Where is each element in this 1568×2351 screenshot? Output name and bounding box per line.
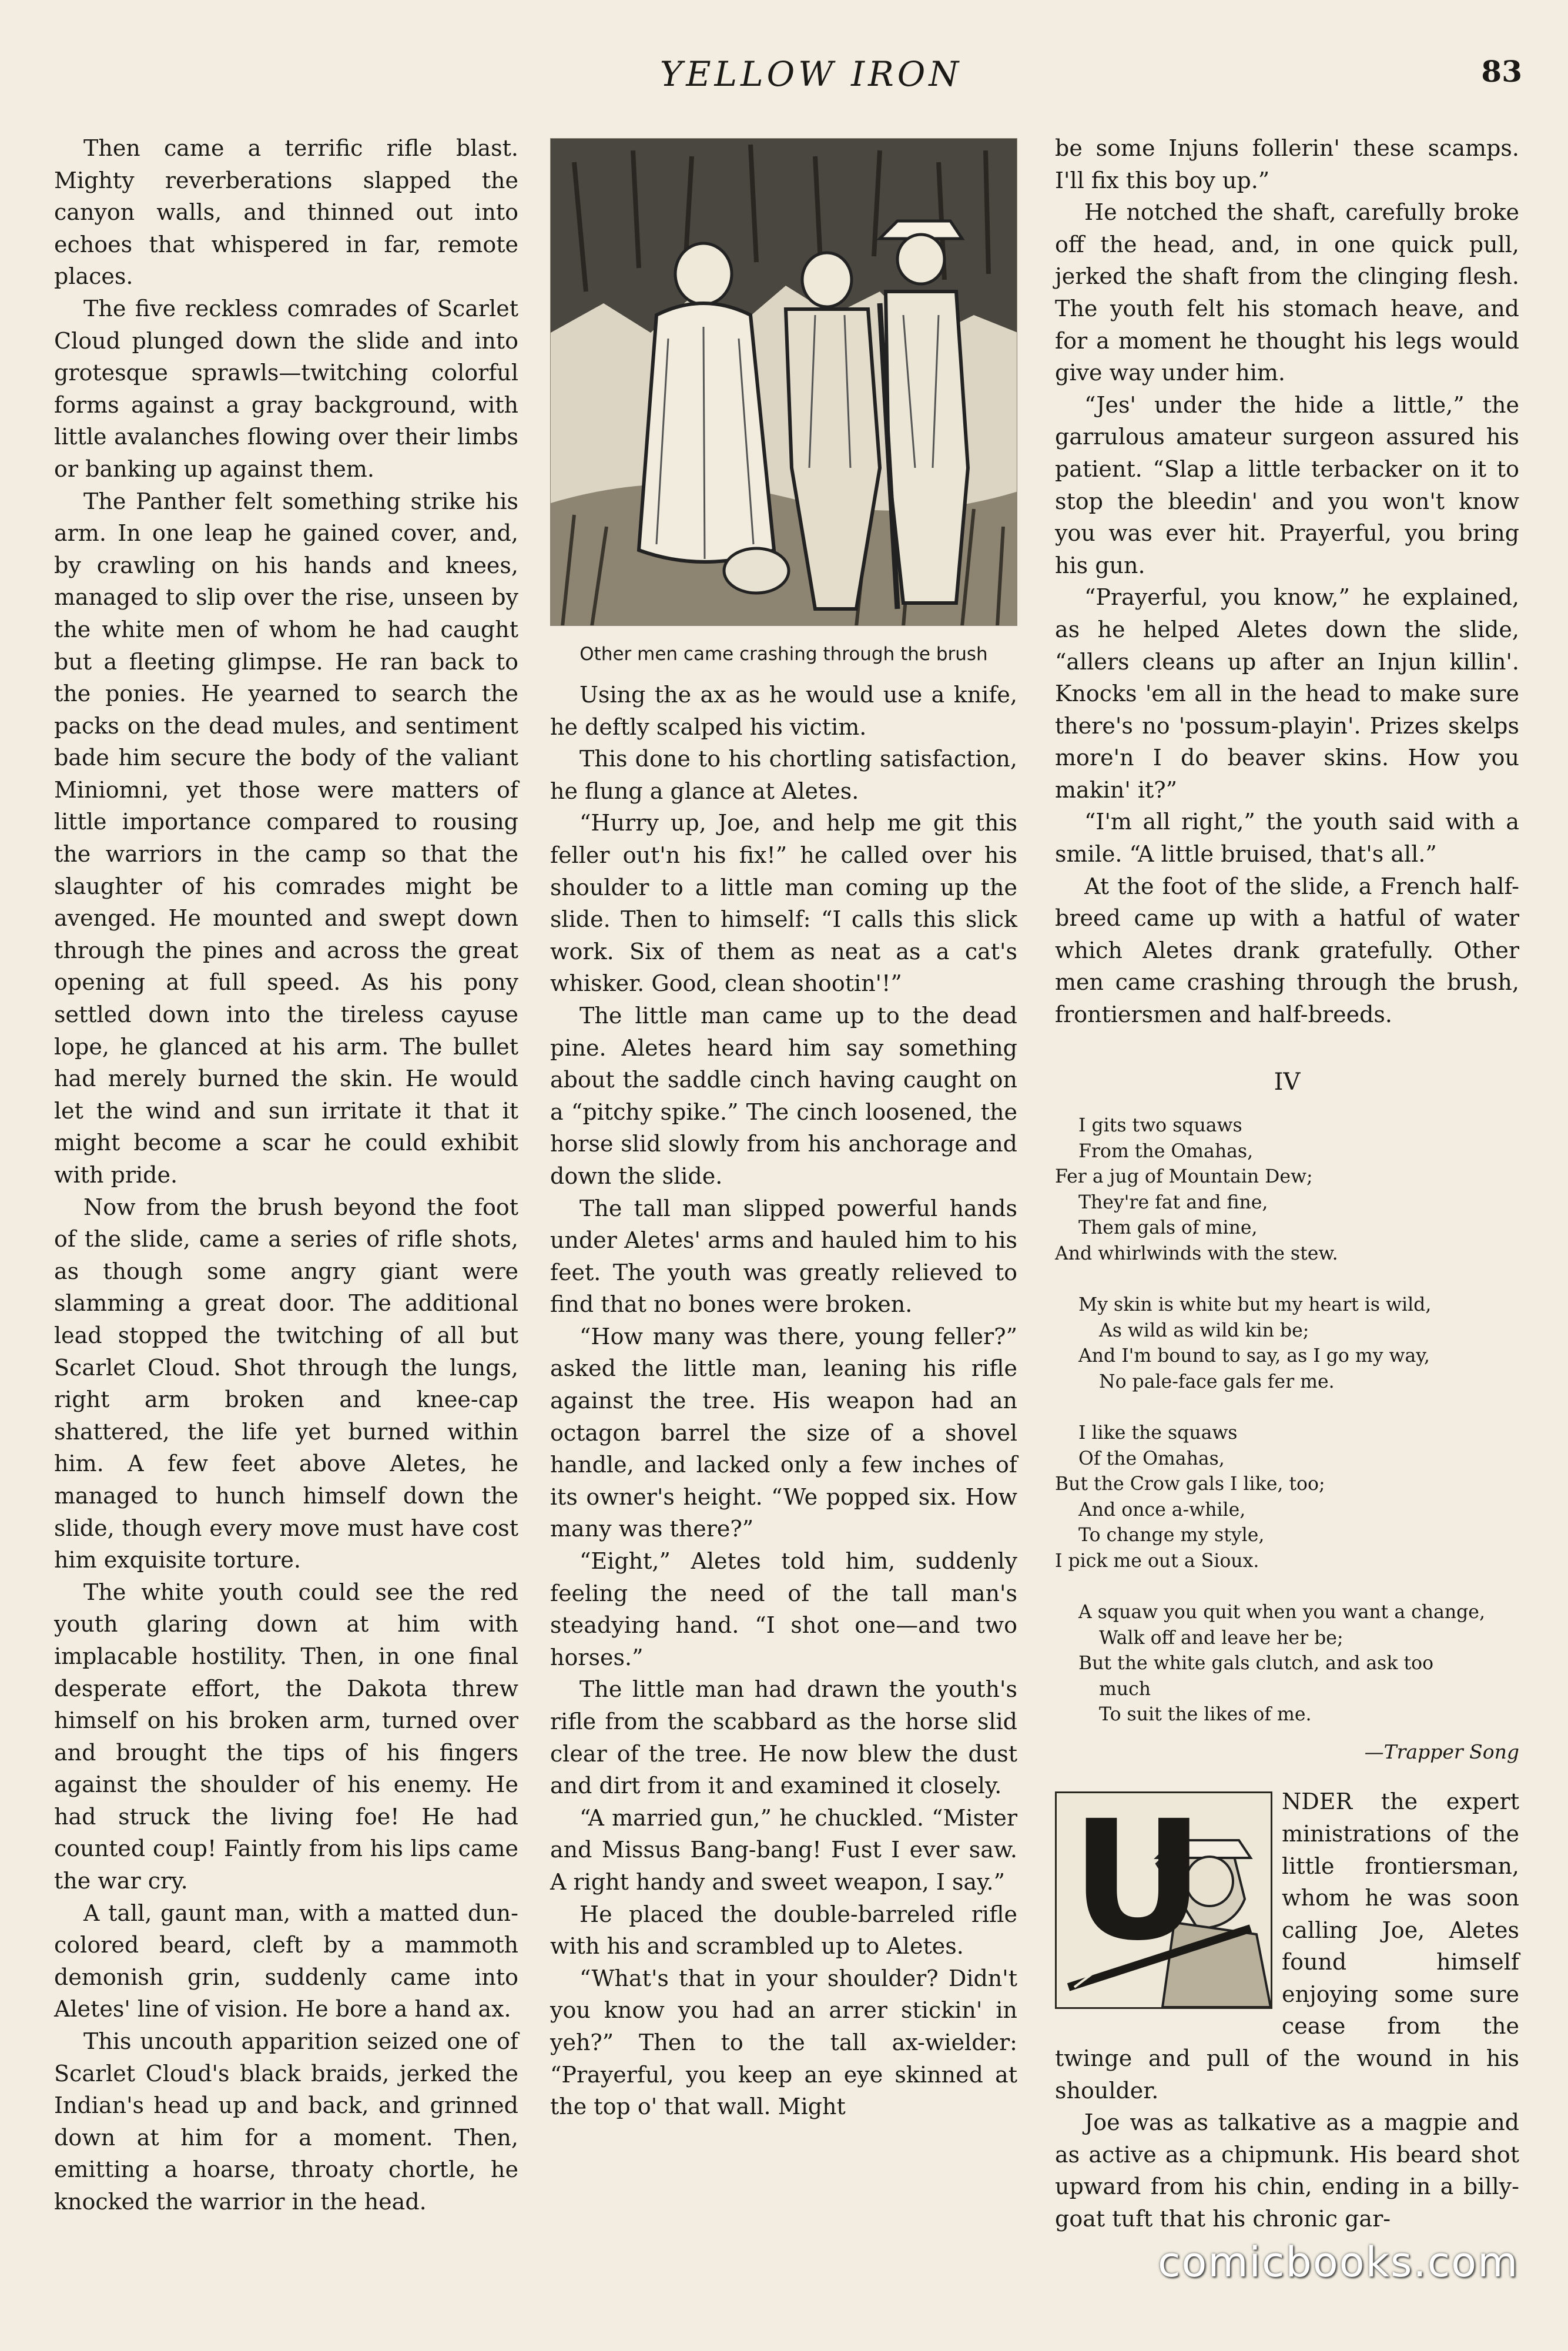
paragraph: The little man had drawn the youth's rifle from the scabbard as the horse slid clear of the tree. He now blew the dust and dirt from it and examined it closely. (550, 1676, 1017, 1799)
poem-line: Them gals of mine, (1078, 1217, 1258, 1239)
paragraph: “A married gun,” he chuckled. “Mister and Missus Bang-bang! Fust I ever saw. A right handy and sweet weapon, I say.” (550, 1804, 1017, 1895)
poem-line: much (1099, 1678, 1151, 1700)
poem-line: I like the squaws (1078, 1422, 1238, 1444)
paragraph: Using the ax as he would use a knife, he deftly scalped his victim. (550, 682, 1017, 740)
paragraph: Now from the brush beyond the foot of the slide, came a series of rifle shots, as though some angry giant were slamming a great door. The additional lead stopped the twitching of all but Scarlet Cloud. Shot through the lungs, right arm broken and knee-cap shattered, the life yet burned within him. A few feet above Aletes, he managed to hunch himself down the slide, though every move must have cost him exquisite torture. (54, 1194, 518, 1573)
poem-stanza (1055, 1600, 1519, 1728)
poem-line: And once a-while, (1078, 1499, 1246, 1521)
text-column-2 (550, 132, 1017, 2123)
paragraph: This uncouth apparition seized one of Scarlet Cloud's black braids, jerked the Indian's head up and back, and grinned down at him for a moment. Then, emitting a hoarse, throaty chortle, he knocked the warrior in the head. (54, 2028, 518, 2215)
running-title: YELLOW IRON (659, 54, 963, 94)
poem-line: And I'm bound to say, as I go my way, (1078, 1345, 1430, 1367)
paragraph: “Prayerful, you know,” he explained, as he helped Aletes down the slide, “allers cleans up after an Injun killin'. Knocks 'em all in the head to make sure there's no 'possum-playin'. Prizes skelps more'n I do beaver skins. How you makin' it?” (1055, 584, 1519, 803)
poem-line: Of the Omahas, (1078, 1448, 1225, 1469)
paragraph: Then came a terrific rifle blast. Mighty reverberations slapped the canyon walls, and thinned out into echoes that whispered in far, remote places. (54, 135, 518, 290)
text-column-3 (1055, 132, 1519, 2235)
poem-line: They're fat and fine, (1078, 1191, 1268, 1213)
trapper-song-poem (1055, 1113, 1519, 1728)
paragraph: The white youth could see the red youth glaring down at him with implacable hostility. Then, in one final desperate effort, the Dakota threw himself on his broken arm, turned over and brought the tips of his fingers against the shoulder of his enemy. He had struck the living foe! He had counted coup! Faintly from his lips came the war cry. (54, 1579, 518, 1894)
paragraph: “Eight,” Aletes told him, suddenly feeling the need of the tall man's steadying hand. “I shot one—and two horses.” (550, 1548, 1017, 1670)
paragraph: “Hurry up, Joe, and help me git this feller out'n his fix!” he called over his shoulder to a little man coming up the slide. Then to himself: “I calls this slick work. Six of them as neat as a cat's whisker. Good, clean shootin'!” (550, 810, 1017, 997)
frontiersmen-illustration (551, 139, 1017, 626)
page-number: 83 (1481, 54, 1522, 89)
poem-line: And whirlwinds with the stew. (1055, 1243, 1338, 1264)
poem-line: I gits two squaws (1078, 1115, 1242, 1137)
paragraph: The Panther felt something strike his arm. In one leap he gained cover, and, by crawling on his hands and knees, managed to slip over the rise, unseen by the white men of whom he had caught but a fleeting glimpse. He ran back to the ponies. He yearned to search the packs on the dead mules, and sentiment bade him secure the body of the valiant Miniomni, yet those were matters of little importance compared to rousing the warriors in the camp so that the slaughter of his comrades might be avenged. He mounted and swept down through the pines and across the great opening at full speed. As his pony settled down into the tireless cayuse lope, he glanced at his arm. The bullet had merely burned the skin. He would let the wind and sun irritate it that it might become a scar he could exhibit with pride. (54, 488, 518, 1188)
paragraph: “I'm all right,” the youth said with a smile. “A little bruised, that's all.” (1055, 809, 1519, 868)
poem-line: But the Crow gals I like, too; (1055, 1473, 1325, 1495)
poem-attribution: —Trapper Song (1364, 1740, 1519, 1763)
poem-line: No pale-face gals fer me. (1099, 1371, 1335, 1392)
poem-stanza (1055, 1421, 1519, 1574)
paragraph: “How many was there, young feller?” asked the little man, leaning his rifle against the tree. His weapon had an octagon barrel the size of a shovel handle, and lacked only a few inches of its owner's height. “We popped six. How many was there?” (550, 1323, 1017, 1542)
poem-line: My skin is white but my heart is wild, (1078, 1294, 1432, 1316)
paragraph: be some Injuns follerin' these scamps. I'll fix this boy up.” (1055, 135, 1519, 193)
text-column-1 (54, 132, 518, 2218)
illustration-caption: Other men came crashing through the brush (579, 644, 988, 665)
site-watermark: comicbooks.com (1158, 2238, 1519, 2286)
paragraph: The five reckless comrades of Scarlet Cloud plunged down the slide and into grotesque sprawls—twitching colorful forms against a gray background, with little avalanches flowing over their limbs or banking up against them. (54, 295, 518, 482)
poem-line: From the Omahas, (1078, 1140, 1254, 1162)
poem-line: To suit the likes of me. (1099, 1704, 1312, 1726)
page-header (0, 54, 1568, 107)
paragraph: NDER the expert ministrations of the little frontiersman, whom he was soon calling Joe, Aletes found himself enjoying some sure cease from the twinge and pull of the wound in his shoulder. (1055, 1789, 1519, 2104)
chapter-number: IV (1274, 1068, 1301, 1096)
paragraph: Joe was as talkative as a magpie and as active as a chipmunk. His beard shot upward from his chin, ending in a billy-goat tuft that his chronic gar- (1055, 2109, 1519, 2232)
paragraph: At the foot of the slide, a French half-breed came up with a hatful of water which Aletes drank gratefully. Other men came crashing through the brush, frontiersmen and half-breeds. (1055, 873, 1519, 1028)
poem-line: But the white gals clutch, and ask too (1078, 1653, 1434, 1674)
dropcap-letter: U (1071, 1791, 1205, 1978)
poem-line: To change my style, (1078, 1525, 1265, 1546)
poem-stanza (1055, 1292, 1519, 1395)
paragraph: He placed the double-barreled rifle with his and scrambled up to Aletes. (550, 1901, 1017, 1960)
poem-line: A squaw you quit when you want a change, (1078, 1602, 1485, 1623)
poem-stanza (1055, 1113, 1519, 1267)
paragraph: The little man came up to the dead pine. Aletes heard him say something about the saddle cinch having caught on a “pitchy spike.” The cinch loosened, the horse slid slowly from his anchorage and down the slide. (550, 1002, 1017, 1189)
paragraph: “Jes' under the hide a little,” the garrulous amateur surgeon assured his patient. “Slap a little terbacker on it to stop the bleedin' and you won't know you was ever hit. Prayerful, you bring his gun. (1055, 391, 1519, 578)
story-illustration (550, 138, 1017, 626)
paragraph: This done to his chortling satisfaction, he flung a glance at Aletes. (550, 746, 1017, 804)
poem-line: As wild as wild kin be; (1099, 1319, 1309, 1341)
paragraph: “What's that in your shoulder? Didn't you know you had an arrer stickin' in yeh?” Then to the tall ax-wielder: “Prayerful, you keep an eye skinned at the top o' that wall. Might (550, 1965, 1017, 2120)
dropcap-illustration (1055, 1791, 1272, 2009)
paragraph: The tall man slipped powerful hands under Aletes' arms and hauled him to his feet. The youth was greatly relieved to find that no bones were broken. (550, 1195, 1017, 1318)
poem-line: Walk off and leave her be; (1099, 1627, 1343, 1649)
paragraph: A tall, gaunt man, with a matted dun-colored beard, cleft by a mammoth demonish grin, suddenly came into Aletes' line of vision. He bore a hand ax. (54, 1900, 518, 2022)
poem-line: Fer a jug of Mountain Dew; (1055, 1166, 1313, 1188)
poem-line: I pick me out a Sioux. (1055, 1550, 1259, 1572)
paragraph: He notched the shaft, carefully broke off the head, and, in one quick pull, jerked the shaft from the clinging flesh. The youth felt his stomach heave, and for a moment he thought his legs would give way under him. (1055, 199, 1519, 386)
